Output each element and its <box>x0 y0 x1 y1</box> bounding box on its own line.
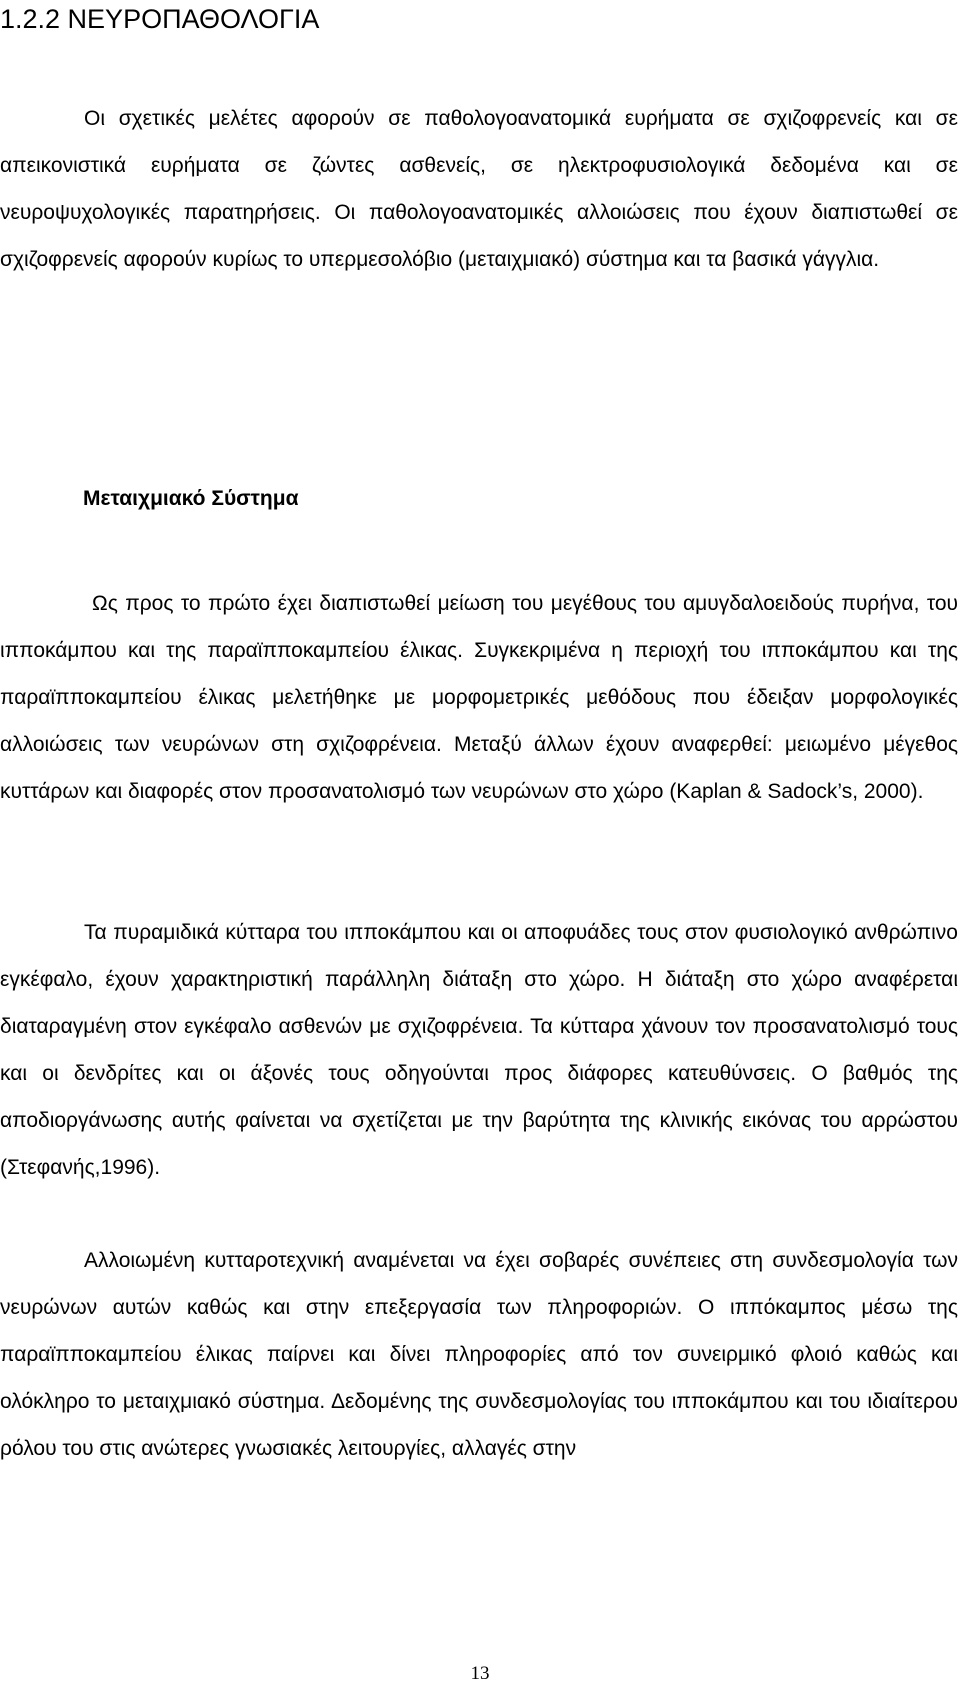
subheading-limbic-system: Μεταιχμιακό Σύστημα <box>83 487 299 510</box>
body-paragraph-1-text: Ως προς το πρώτο έχει διαπιστωθεί μείωση του μεγέθους του αμυγδαλοειδούς πυρήνα, του ιπποκάμπου και της παραϊπποκαμπείου έλικας. Συγκεκριμένα η περιοχή του ιπποκάμπου και της παραϊπποκαμπείου έλικας μελετήθηκε με μορφομετρικές μεθόδους που έδειξαν μορφολογικές αλλοιώσεις των νευρώνων στη σχιζοφρένεια. Μεταξύ άλλων έχουν αναφερθεί: μειωμένο μέγεθος κυττάρων και διαφορές στον προσανατολισμό των νευρώνων στο χώρο (Kaplan & Sadock’s, 2000). <box>0 592 958 803</box>
body-paragraph-3-text: Αλλοιωμένη κυτταροτεχνική αναμένεται να έχει σοβαρές συνέπειες στη συνδεσμολογία των νευρώνων αυτών καθώς και στην επεξεργασία των πληροφοριών. Ο ιππόκαμπος μέσω της παραϊπποκαμπείου έλικας παίρνει και δίνει πληροφορίες από τον συνειρμικό φλοιό καθώς και ολόκληρο το μεταιχμιακό σύστημα. Δεδομένης της συνδεσμολογίας του ιπποκάμπου και του ιδιαίτερου ρόλου του στις ανώτερες γνωσιακές λειτουργίες, αλλαγές στην <box>0 1249 958 1460</box>
body-paragraph-2-text: Τα πυραμιδικά κύτταρα του ιπποκάμπου και οι αποφυάδες τους στον φυσιολογικό ανθρώπινο εγκέφαλο, έχουν χαρακτηριστική παράλληλη διάταξη στο χώρο. Η διάταξη στο χώρο αναφέρεται διαταραγμένη στον εγκέφαλο ασθενών με σχιζοφρένεια. Τα κύτταρα χάνουν τον προσανατολισμό τους και οι δενδρίτες και οι άξονές τους οδηγούνται προς διάφορες κατευθύνσεις. Ο βαθμός της αποδιοργάνωσης αυτής φαίνεται να σχετίζεται με την βαρύτητα της κλινικής εικόνας του αρρώστου (Στεφανής,1996). <box>0 921 958 1179</box>
body-paragraph <box>0 580 958 815</box>
page-number: 13 <box>470 1663 490 1684</box>
intro-paragraph <box>0 95 958 283</box>
body-paragraph <box>0 1237 958 1472</box>
body-paragraph <box>0 909 958 1191</box>
section-title: 1.2.2 ΝΕΥΡΟΠΑΘΟΛΟΓΙΑ <box>0 4 320 34</box>
intro-paragraph-text: Οι σχετικές μελέτες αφορούν σε παθολογοανατομικά ευρήματα σε σχιζοφρενείς και σε απεικονιστικά ευρήματα σε ζώντες ασθενείς, σε ηλεκτροφυσιολογικά δεδομένα και σε νευροψυχολογικές παρατηρήσεις. Οι παθολογοανατομικές αλλοιώσεις που έχουν διαπιστωθεί σε σχιζοφρενείς αφορούν κυρίως το υπερμεσολόβιο (μεταιχμιακό) σύστημα και τα βασικά γάγγλια. <box>0 107 958 271</box>
